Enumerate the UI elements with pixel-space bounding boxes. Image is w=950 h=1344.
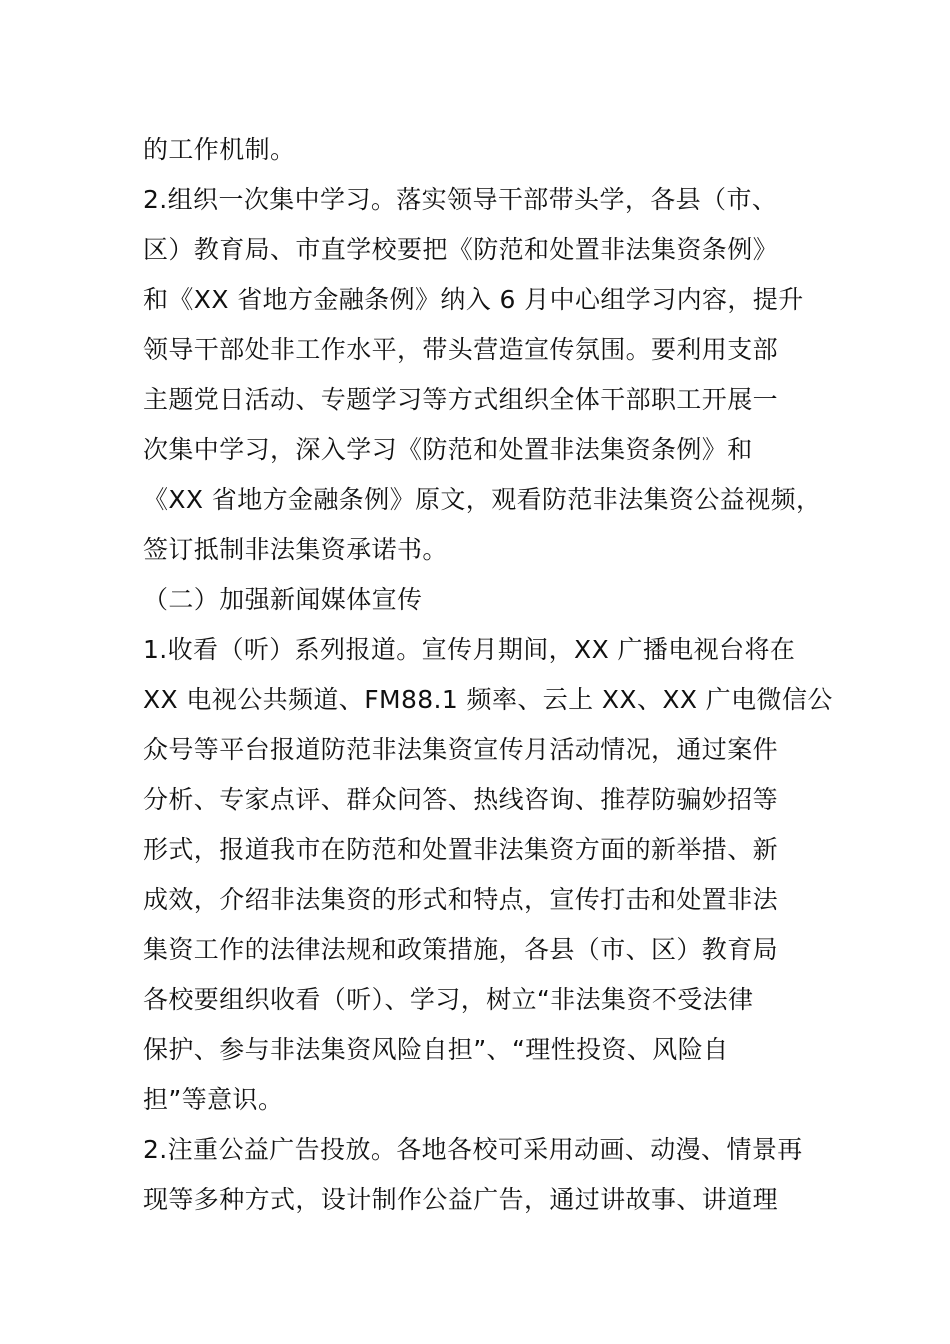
- text-line: 成效，介绍非法集资的形式和特点，宣传打击和处置非法: [143, 885, 779, 914]
- text-line: 2.注重公益广告投放。各地各校可采用动画、动漫、情景再: [143, 1135, 803, 1164]
- text-line: 现等多种方式，设计制作公益广告，通过讲故事、讲道理: [143, 1185, 779, 1214]
- text-line: 签订抵制非法集资承诺书。: [143, 535, 448, 564]
- text-line: XX 电视公共频道、FM88.1 频率、云上 XX、XX 广电微信公: [143, 685, 833, 714]
- text-line: 《XX 省地方金融条例》原文，观看防范非法集资公益视频，: [143, 485, 822, 514]
- text-line: 的工作机制。: [143, 135, 296, 164]
- text-line: 保护、参与非法集资风险自担”、“理性投资、风险自: [143, 1035, 729, 1064]
- document-body: [143, 125, 843, 1225]
- text-line: 担”等意识。: [143, 1085, 284, 1114]
- text-line: 领导干部处非工作水平，带头营造宣传氛围。要利用支部: [143, 335, 779, 364]
- text-line: 众号等平台报道防范非法集资宣传月活动情况，通过案件: [143, 735, 779, 764]
- text-line: 分析、专家点评、群众问答、热线咨询、推荐防骗妙招等: [143, 785, 779, 814]
- text-line: 次集中学习，深入学习《防范和处置非法集资条例》和: [143, 435, 753, 464]
- text-line: 区）教育局、市直学校要把《防范和处置非法集资条例》: [143, 235, 779, 264]
- text-line: 1.收看（听）系列报道。宣传月期间，XX 广播电视台将在: [143, 635, 796, 664]
- text-line: 各校要组织收看（听）、学习，树立“非法集资不受法律: [143, 985, 754, 1014]
- text-line: 主题党日活动、专题学习等方式组织全体干部职工开展一: [143, 385, 779, 414]
- section-heading: （二）加强新闻媒体宣传: [143, 585, 423, 614]
- text-line: 和《XX 省地方金融条例》纳入 6 月中心组学习内容，提升: [143, 285, 804, 314]
- text-line: 集资工作的法律法规和政策措施，各县（市、区）教育局: [143, 935, 779, 964]
- text-line: 2.组织一次集中学习。落实领导干部带头学，各县（市、: [143, 185, 778, 214]
- text-line: 形式，报道我市在防范和处置非法集资方面的新举措、新: [143, 835, 779, 864]
